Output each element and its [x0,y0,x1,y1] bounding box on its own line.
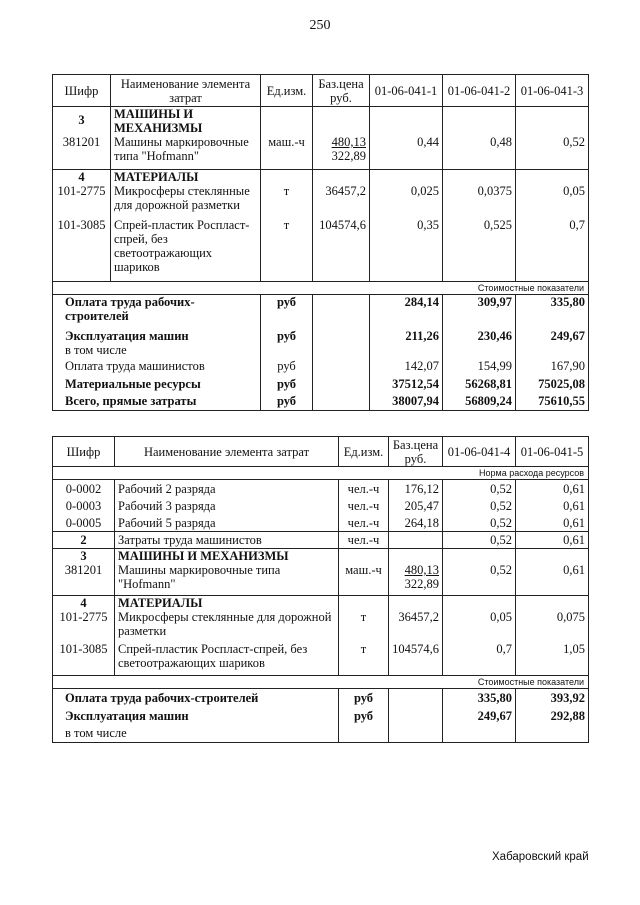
row-code: 0-0005 [53,515,115,532]
summary-name: Эксплуатация машин [53,329,261,343]
table-row [53,532,589,549]
subheader-row [53,282,589,295]
col-header-01-06-041-2: 01-06-041-2 [443,75,516,107]
row-code: 2 [53,532,115,549]
summary-unit: руб [261,393,313,411]
table-row [53,218,589,282]
summary-value-1: 38007,94 [370,393,443,411]
row-name: Микросферы стеклянные для дорожной разметки [111,184,261,218]
cost-indicators-label: Стоимостные показатели [53,282,589,295]
row-name: Микросферы стеклянные для дорожной разметки [115,610,339,642]
row-unit: т [261,184,313,218]
summary-name: Оплата труда рабочих-строителей [53,689,339,707]
including-note: в том числе [53,725,339,743]
table-row [53,480,589,498]
page-number: 250 [309,18,331,33]
row-value-3: 0,05 [516,184,589,218]
row-code: 101-2775 [53,610,115,642]
summary-note-row [53,725,589,743]
row-name: Рабочий 5 разряда [115,515,339,532]
row-value-5: 0,61 [516,480,589,498]
row-name: Рабочий 3 разряда [115,498,339,515]
summary-value-5: 393,92 [516,689,589,707]
summary-row [53,375,589,393]
section-header-row [53,169,589,184]
col-header-unit: Ед.изм. [261,75,313,107]
row-name: Затраты труда машинистов [115,532,339,549]
row-name: Рабочий 2 разряда [115,480,339,498]
summary-value-3: 249,67 [516,329,589,343]
col-header-price: Баз.цена руб. [313,75,370,107]
col-header-01-06-041-1: 01-06-041-1 [370,75,443,107]
table-row [53,515,589,532]
summary-value-3: 75025,08 [516,375,589,393]
summary-name: Оплата труда машинистов [53,357,261,375]
row-value-4: 0,52 [443,498,516,515]
row-value-3: 0,7 [516,218,589,282]
row-value-4: 0,7 [443,642,516,676]
row-price: 104574,6 [389,642,443,676]
resource-norm-label: Норма расхода ресурсов [53,467,589,480]
summary-value-5: 292,88 [516,707,589,725]
summary-value-4: 249,67 [443,707,516,725]
summary-value-2: 56268,81 [443,375,516,393]
row-code: 381201 [53,135,111,169]
summary-value-2: 230,46 [443,329,516,343]
col-header-01-06-041-4: 01-06-041-4 [443,437,516,467]
table-row [53,642,589,676]
row-unit: чел.-ч [339,515,389,532]
row-unit: чел.-ч [339,480,389,498]
row-price [389,563,443,595]
summary-value-2: 309,97 [443,295,516,329]
row-price: 104574,6 [313,218,370,282]
table-row [53,184,589,218]
section-code: 3 [53,549,115,564]
row-unit: т [339,642,389,676]
row-name: Спрей-пластик Роспласт-спрей, без светоотражающих шариков [115,642,339,676]
summary-unit: руб [339,689,389,707]
row-value-2: 0,48 [443,135,516,169]
summary-unit: руб [261,329,313,343]
summary-unit: руб [339,707,389,725]
row-price: 205,47 [389,498,443,515]
table-row [53,498,589,515]
row-value-3: 0,52 [516,135,589,169]
including-note: в том числе [53,343,261,357]
row-value-1: 0,35 [370,218,443,282]
col-header-01-06-041-3: 01-06-041-3 [516,75,589,107]
row-code: 0-0002 [53,480,115,498]
section-code: 3 [53,107,111,136]
row-code: 101-3085 [53,642,115,676]
col-header-unit: Ед.изм. [339,437,389,467]
row-code: 0-0003 [53,498,115,515]
region-footer: Хабаровский край [492,851,589,863]
col-header-01-06-041-5: 01-06-041-5 [516,437,589,467]
row-unit: т [339,610,389,642]
row-unit: т [261,218,313,282]
summary-row [53,357,589,375]
section-header-row [53,107,589,136]
row-price: 36457,2 [313,184,370,218]
row-value-2: 0,0375 [443,184,516,218]
row-price [313,135,370,169]
row-price: 36457,2 [389,610,443,642]
row-value-5: 0,61 [516,563,589,595]
row-value-4: 0,52 [443,563,516,595]
section-header-row [53,595,589,610]
row-value-2: 0,525 [443,218,516,282]
row-value-4: 0,52 [443,532,516,549]
row-unit: чел.-ч [339,498,389,515]
summary-row [53,689,589,707]
rates-table-2 [52,436,589,743]
summary-note-row [53,343,589,357]
section-title: МАШИНЫ И МЕХАНИЗМЫ [115,549,339,564]
table-row [53,135,589,169]
cost-indicators-label: Стоимостные показатели [53,676,589,689]
section-code: 4 [53,169,111,184]
summary-name: Материальные ресурсы [53,375,261,393]
row-code: 101-3085 [53,218,111,282]
row-code: 381201 [53,563,115,595]
summary-row [53,295,589,329]
row-value-4: 0,05 [443,610,516,642]
row-price: 176,12 [389,480,443,498]
col-header-name: Наименование элемента затрат [111,75,261,107]
summary-value-4: 335,80 [443,689,516,707]
row-value-4: 0,52 [443,480,516,498]
summary-value-1: 211,26 [370,329,443,343]
table-row [53,563,589,595]
section-title: МАТЕРИАЛЫ [115,595,339,610]
summary-value-2: 56809,24 [443,393,516,411]
summary-unit: руб [261,295,313,329]
row-value-5: 0,61 [516,532,589,549]
table-header-row [53,75,589,107]
table-row [53,610,589,642]
col-header-code: Шифр [53,75,111,107]
summary-name: Оплата труда рабочих-строителей [53,295,261,329]
summary-row [53,393,589,411]
row-value-5: 0,61 [516,498,589,515]
price-secondary: 322,89 [404,577,439,591]
summary-name: Эксплуатация машин [53,707,339,725]
price-base: 480,13 [404,563,439,577]
price-base: 480,13 [331,135,366,149]
summary-value-3: 335,80 [516,295,589,329]
row-value-1: 0,025 [370,184,443,218]
row-name: Машины маркировочные типа "Hofmann" [115,563,339,595]
summary-unit: руб [261,357,313,375]
row-value-5: 0,61 [516,515,589,532]
row-code: 101-2775 [53,184,111,218]
col-header-name: Наименование элемента затрат [115,437,339,467]
subheader-row [53,467,589,480]
table-header-row [53,437,589,467]
price-secondary: 322,89 [331,149,366,163]
row-price: 264,18 [389,515,443,532]
row-unit: чел.-ч [339,532,389,549]
section-title: МАТЕРИАЛЫ [111,169,261,184]
summary-value-3: 167,90 [516,357,589,375]
section-title: МАШИНЫ И МЕХАНИЗМЫ [111,107,261,136]
summary-value-3: 75610,55 [516,393,589,411]
row-value-4: 0,52 [443,515,516,532]
summary-value-2: 154,99 [443,357,516,375]
row-value-1: 0,44 [370,135,443,169]
rates-table-1 [52,74,589,411]
subheader-row [53,676,589,689]
row-unit: маш.-ч [261,135,313,169]
row-name: Машины маркировочные типа "Hofmann" [111,135,261,169]
summary-value-1: 37512,54 [370,375,443,393]
summary-value-1: 284,14 [370,295,443,329]
summary-name: Всего, прямые затраты [53,393,261,411]
summary-row [53,707,589,725]
row-value-5: 1,05 [516,642,589,676]
summary-row [53,329,589,343]
row-value-5: 0,075 [516,610,589,642]
summary-value-1: 142,07 [370,357,443,375]
col-header-price: Баз.цена руб. [389,437,443,467]
row-unit: маш.-ч [339,563,389,595]
section-header-row [53,549,589,564]
col-header-code: Шифр [53,437,115,467]
summary-unit: руб [261,375,313,393]
row-name: Спрей-пластик Роспласт-спрей, без светоотражающих шариков [111,218,261,282]
section-code: 4 [53,595,115,610]
